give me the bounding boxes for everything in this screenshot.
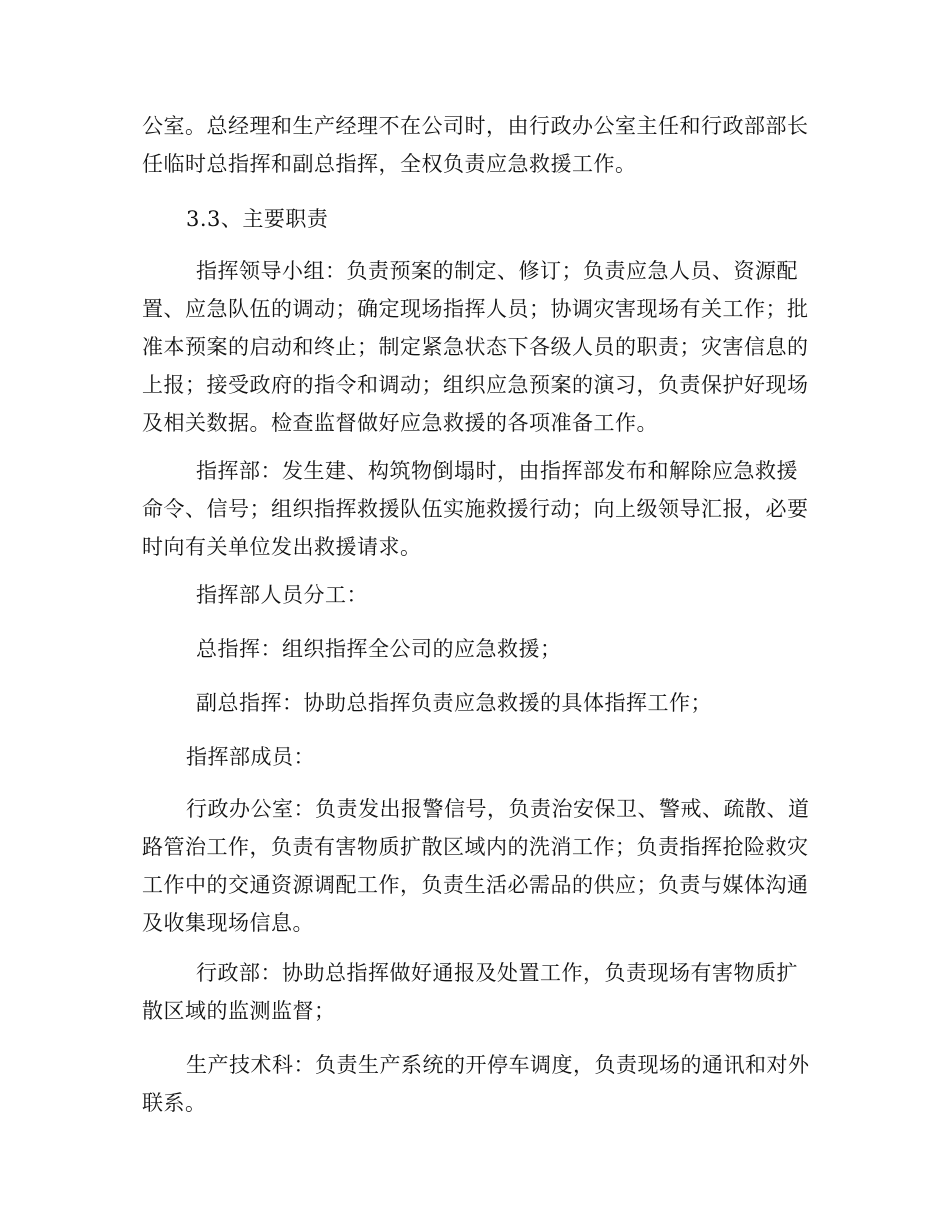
paragraph-admin-office: 行政办公室：负责发出报警信号，负责治安保卫、警戒、疏散、道路管治工作，负责有害物质扩散区域内的洗消工作；负责指挥抢险救灾工作中的交通资源调配工作，负责生活必需品的供应；负责与媒体沟通及收集现场信息。: [142, 797, 810, 935]
paragraph-commander: 总指挥：组织指挥全公司的应急救援；: [196, 637, 562, 661]
paragraph-deputy-commander: 副总指挥：协助总指挥负责应急救援的具体指挥工作；: [196, 691, 712, 715]
paragraph-members: 指挥部成员：: [186, 745, 315, 769]
paragraph-command-center: 指挥部：发生建、构筑物倒塌时，由指挥部发布和解除应急救援命令、信号；组织指挥救援队伍实施救援行动；向上级领导汇报，必要时向有关单位发出救援请求。: [142, 459, 809, 559]
section-heading: 3.3、主要职责: [186, 207, 329, 231]
paragraph-admin-department: 行政部：协助总指挥做好通报及处置工作，负责现场有害物质扩散区域的监测监督；: [142, 961, 798, 1023]
paragraph-division-of-labor: 指挥部人员分工：: [196, 583, 368, 607]
paragraph-continuation: 公室。总经理和生产经理不在公司时，由行政办公室主任和行政部部长任临时总指挥和副总指挥，全权负责应急救援工作。: [142, 114, 809, 176]
paragraph-production-tech: 生产技术科：负责生产系统的开停车调度，负责现场的通讯和对外联系。: [142, 1053, 810, 1115]
paragraph-leadership-group: 指挥领导小组：负责预案的制定、修订；负责应急人员、资源配置、应急队伍的调动；确定现场指挥人员；协调灾害现场有关工作；批准本预案的启动和终止；制定紧急状态下各级人员的职责；灾害信息的上报；接受政府的指令和调动；组织应急预案的演习，负责保护好现场及相关数据。检查监督做好应急救援的各项准备工作。: [142, 259, 809, 435]
